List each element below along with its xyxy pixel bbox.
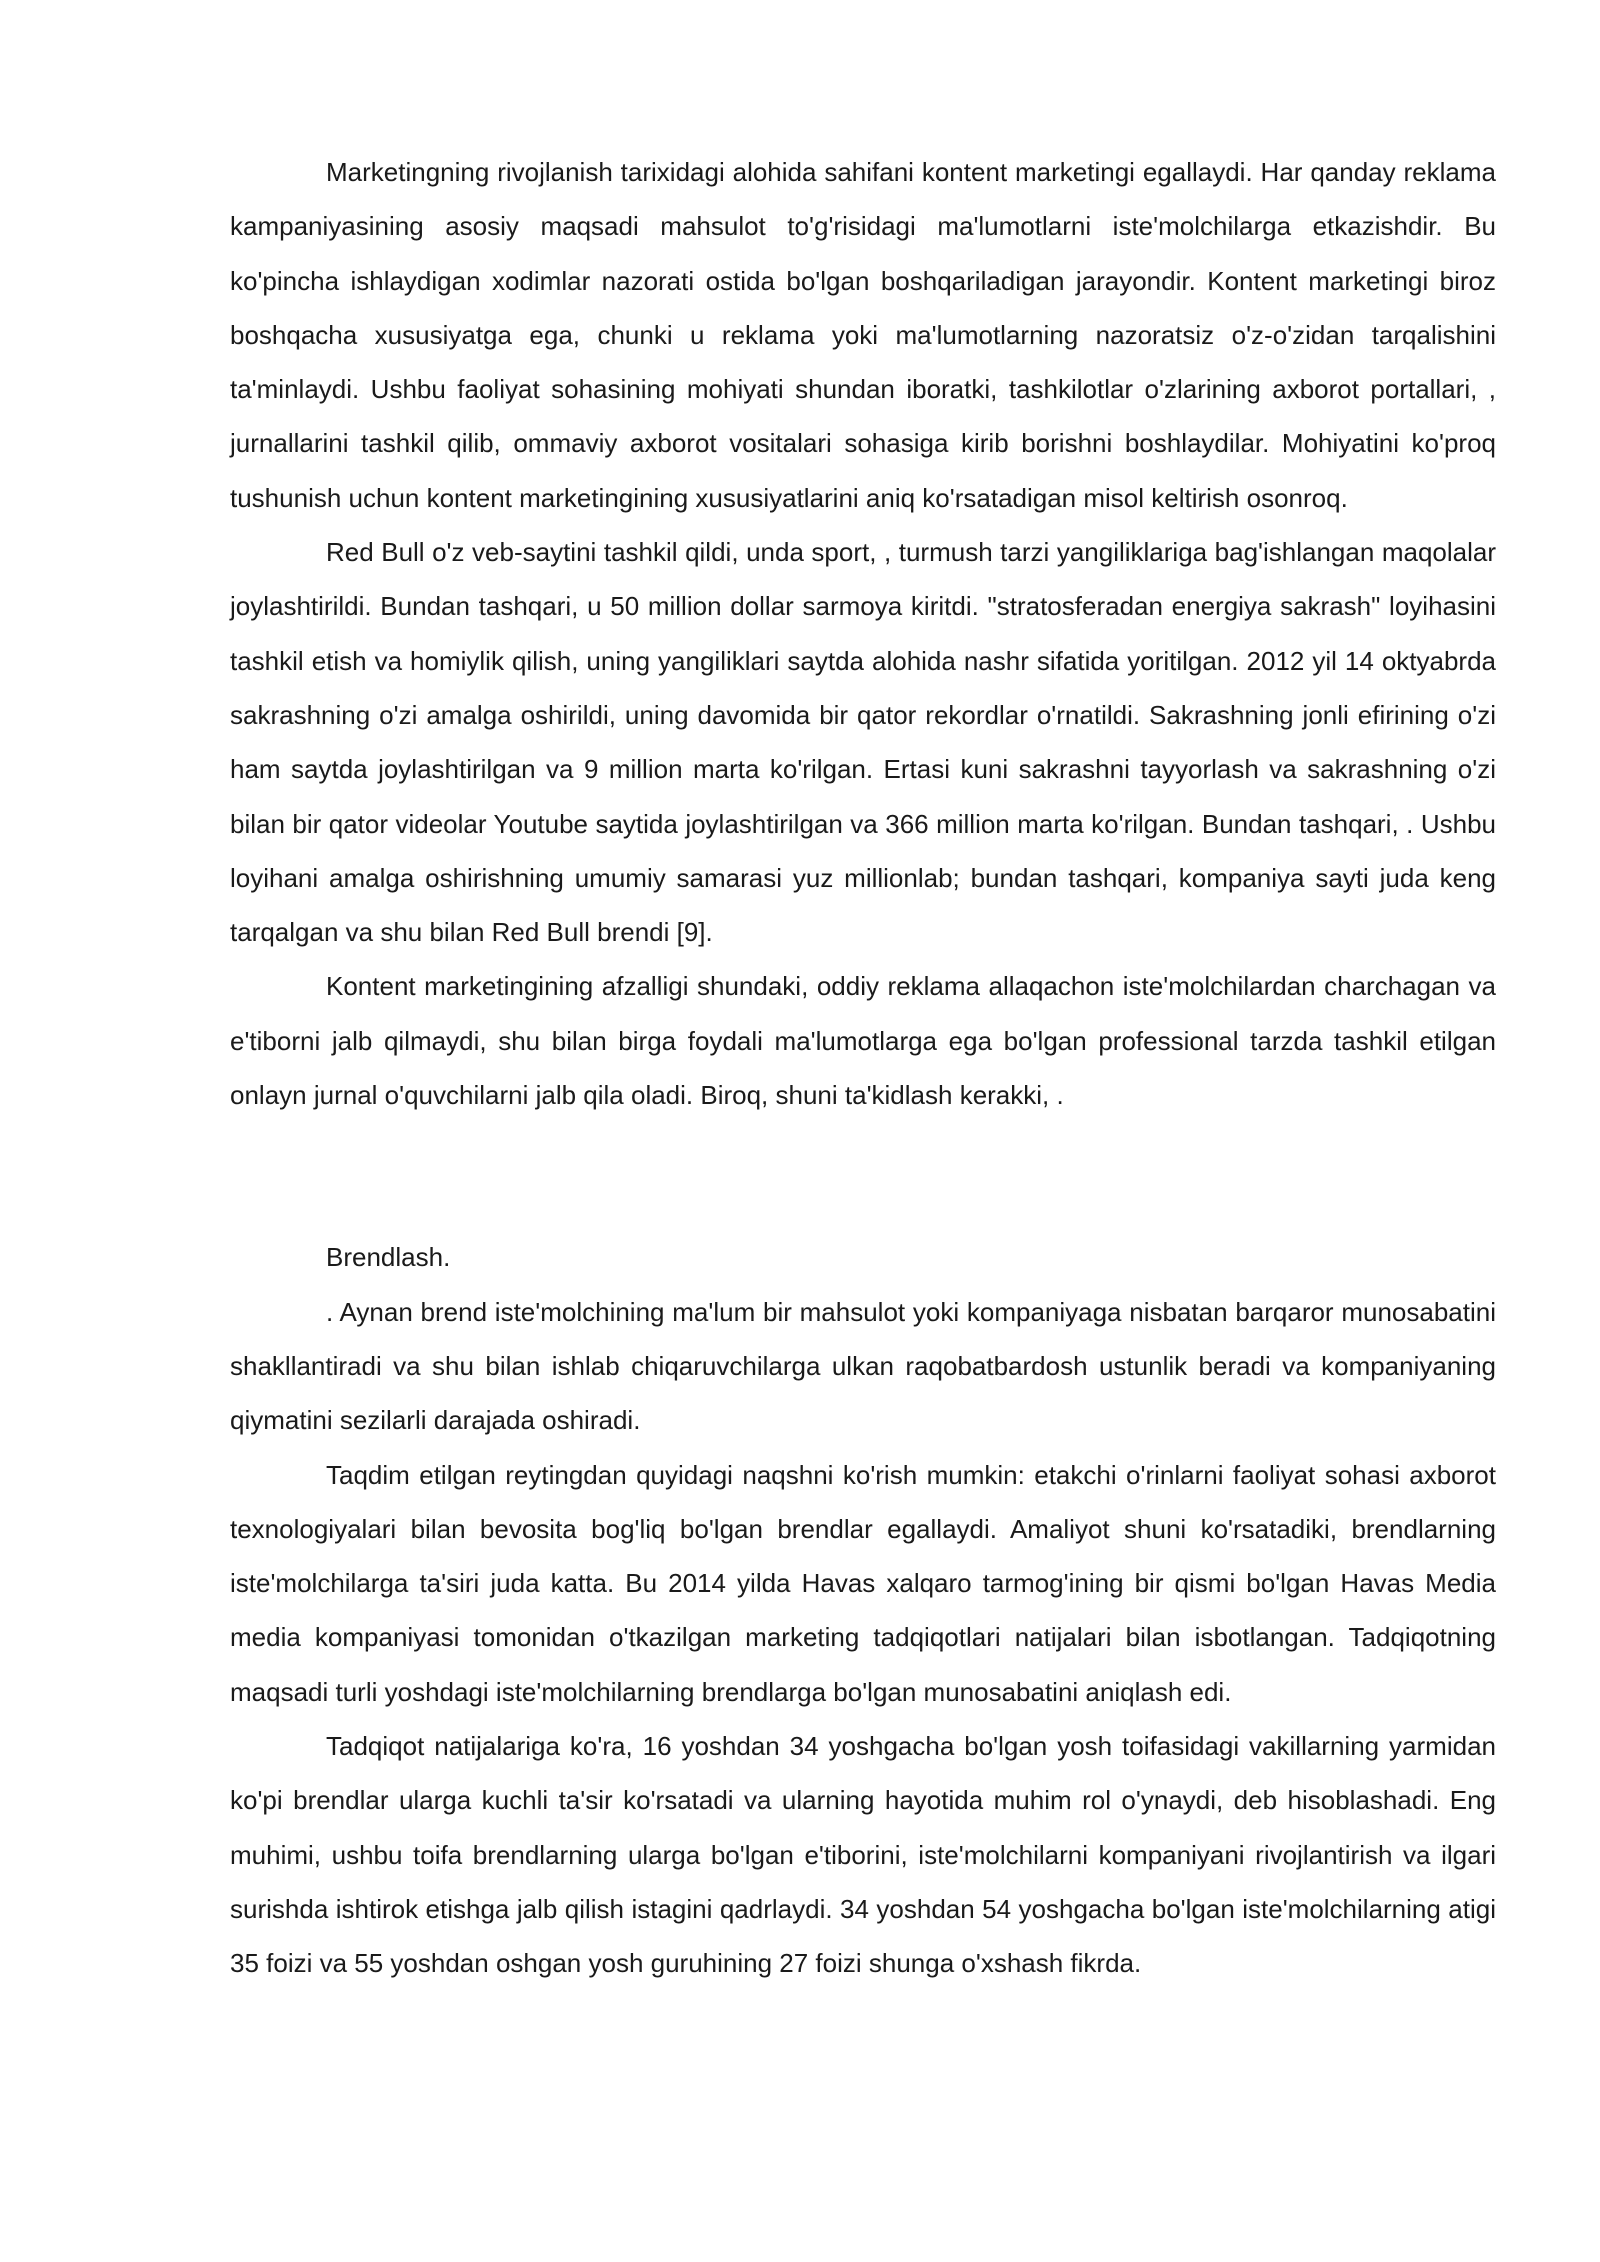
paragraph-red-bull-example: Red Bull o'z veb-saytini tashkil qildi, unda sport, , turmush tarzi yangiliklariga bag'ishlangan maqolalar joylashtirildi. Bundan tashqari, u 50 million dollar sarmoya kiritdi. "stratosferadan energiya sakrash" loyihasini tashkil etish va homiylik qilish, uning yangiliklari saytda alohida nashr sifatida yoritilgan. 2012 yil 14 oktyabrda sakrashning o'zi amalga oshirildi, uning davomida bir qator rekordlar o'rnatildi. Sakrashning jonli efirining o'zi ham saytda joylashtirilgan va 9 million marta ko'rilgan. Ertasi kuni sakrashni tayyorlash va sakrashning o'zi bilan bir qator videolar Youtube saytida joylashtirilgan va 366 million marta ko'rilgan. Bundan tashqari, . Ushbu loyihani amalga oshirishning umumiy samarasi yuz millionlab; bundan tashqari, kompaniya sayti juda keng tarqalgan va shu bilan Red Bull brendi [9]. bbox=[230, 537, 1496, 948]
paragraph-content-marketing-advantage: Kontent marketingining afzalligi shundaki, oddiy reklama allaqachon iste'molchilardan charchagan va e'tiborni jalb qilmaydi, shu bilan birga foydali ma'lumotlarga ega bo'lgan professional tarzda tashkil etilgan onlayn jurnal o'quvchilarni jalb qila oladi. Biroq, shuni ta'kidlash kerakki, . bbox=[230, 971, 1496, 1111]
section-heading-branding: Brendlash. bbox=[326, 1242, 451, 1273]
paragraph-brand-rating: Taqdim etilgan reytingdan quyidagi naqshni ko'rish mumkin: etakchi o'rinlarni faoliyat sohasi axborot texnologiyalari bilan bevosita bog'liq bo'lgan brendlar egallaydi. Amaliyot shuni ko'rsatadiki, brendlarning iste'molchilarga ta'siri juda katta. Bu 2014 yilda Havas xalqaro tarmog'ining bir qismi bo'lgan Havas Media media kompaniyasi tomonidan o'tkazilgan marketing tadqiqotlari natijalari bilan isbotlangan. Tadqiqotning maqsadi turli yoshdagi iste'molchilarning brendlarga bo'lgan munosabatini aniqlash edi. bbox=[230, 1459, 1496, 1707]
document-body bbox=[230, 145, 1496, 1991]
paragraph-content-marketing-history: Marketingning rivojlanish tarixidagi alohida sahifani kontent marketingi egallaydi. Har qanday reklama kampaniyasining asosiy maqsadi mahsulot to'g'risidagi ma'lumotlarni iste'molchilarga etkazishdir. Bu ko'pincha ishlaydigan xodimlar nazorati ostida bo'lgan boshqariladigan jarayondir. Kontent marketingi biroz boshqacha xususiyatga ega, chunki u reklama yoki ma'lumotlarning nazoratsiz o'z-o'zidan tarqalishini ta'minlaydi. Ushbu faoliyat sohasining mohiyati shundan iboratki, tashkilotlar o'zlarining axborot portallari, , jurnallarini tashkil qilib, ommaviy axborot vositalari sohasiga kirib borishni boshlaydilar. Mohiyatini ko'proq tushunish uchun kontent marketingining xususiyatlarini aniq ko'rsatadigan misol keltirish osonroq. bbox=[230, 157, 1496, 513]
paragraph-research-results: Tadqiqot natijalariga ko'ra, 16 yoshdan 34 yoshgacha bo'lgan yosh toifasidagi vakillarning yarmidan ko'pi brendlar ularga kuchli ta'sir ko'rsatadi va ularning hayotida muhim rol o'ynaydi, deb hisoblashadi. Eng muhimi, ushbu toifa brendlarning ularga bo'lgan e'tiborini, iste'molchilarni kompaniyani rivojlantirish va ilgari surishda ishtirok etishga jalb qilish istagini qadrlaydi. 34 yoshdan 54 yoshgacha bo'lgan iste'molchilarning atigi 35 foizi va 55 yoshdan oshgan yosh guruhining 27 foizi shunga o'xshash fikrda. bbox=[230, 1731, 1496, 1979]
paragraph-brand-relationship: . Aynan brend iste'molchining ma'lum bir mahsulot yoki kompaniyaga nisbatan barqaror munosabatini shakllantiradi va shu bilan ishlab chiqaruvchilarga ulkan raqobatbardosh ustunlik beradi va kompaniyaning qiymatini sezilarli darajada oshiradi. bbox=[230, 1296, 1496, 1436]
